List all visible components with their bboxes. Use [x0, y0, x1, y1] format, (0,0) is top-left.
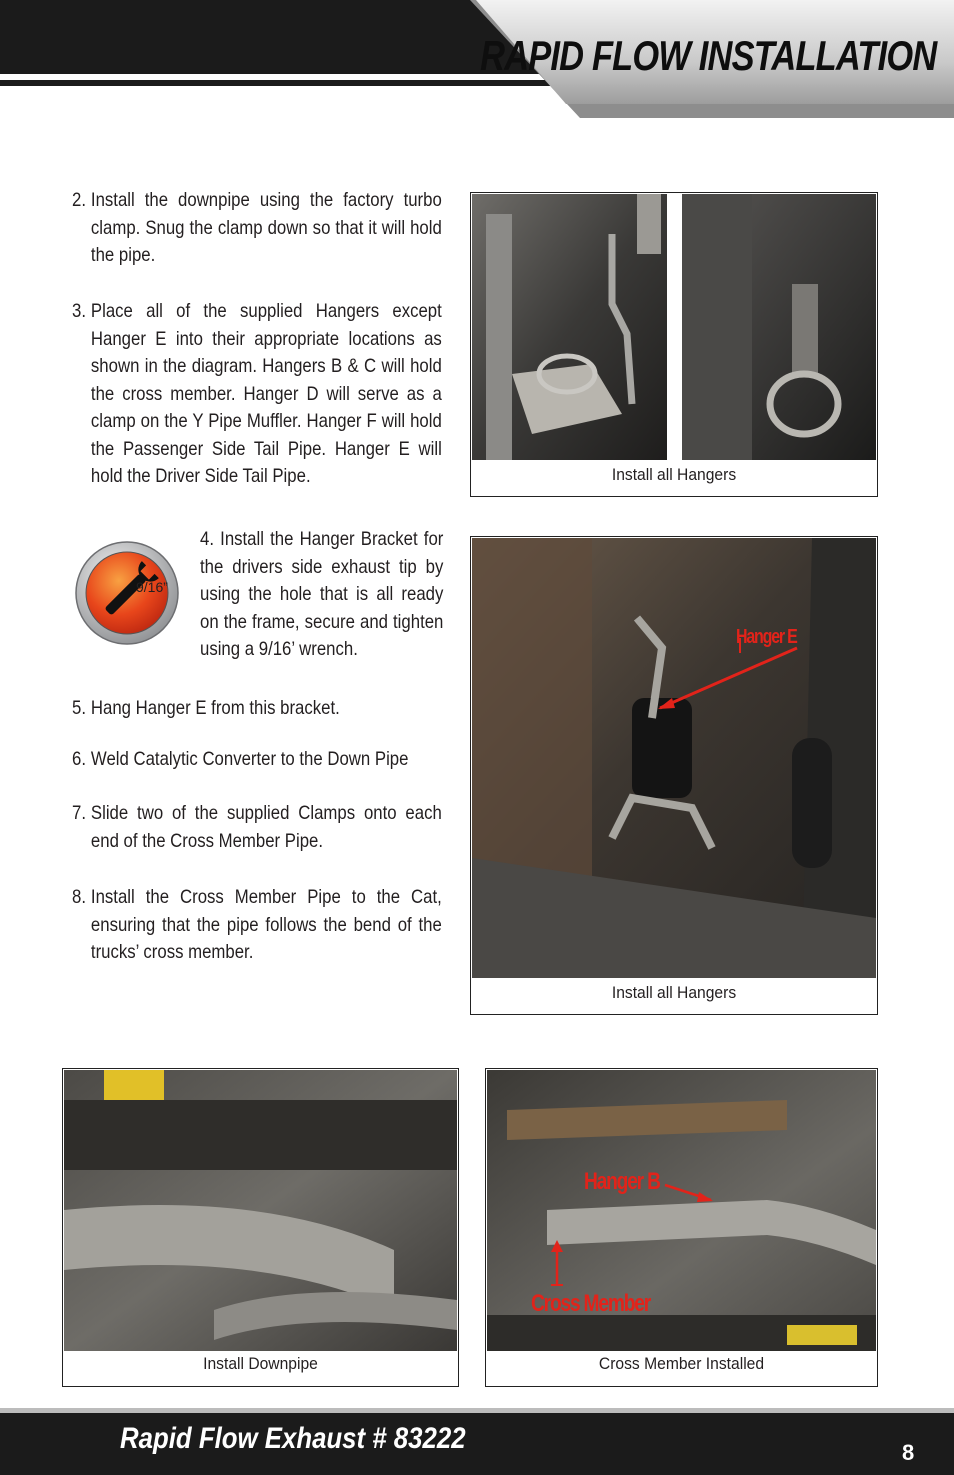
- step-number: 6.: [72, 748, 86, 770]
- figure-caption: Install all Hangers: [611, 465, 737, 484]
- step-number: 7.: [72, 802, 86, 824]
- photo-hanger-e: [472, 538, 876, 978]
- step-4: [200, 526, 443, 664]
- step-2: [72, 187, 442, 270]
- step-number: 2.: [72, 189, 86, 211]
- figure-caption: Install all Hangers: [611, 983, 737, 1002]
- page-number: 8: [902, 1440, 915, 1465]
- step-number: 8.: [72, 886, 86, 908]
- callout-hanger-e: Hanger E: [736, 626, 797, 648]
- step-3: [72, 298, 442, 491]
- footer-title: Rapid Flow Exhaust # 83222: [120, 1422, 466, 1455]
- step-6: [72, 746, 442, 774]
- step-text: Hang Hanger E from this bracket.: [90, 697, 340, 719]
- page-title: RAPID FLOW INSTALLATION: [479, 32, 936, 79]
- wrench-badge: [74, 540, 180, 646]
- step-number: 4.: [200, 528, 214, 550]
- callout-cross-member: Cross Member: [531, 1290, 650, 1317]
- callout-hanger-b: Hanger B: [584, 1168, 660, 1195]
- step-number: 5.: [72, 697, 86, 719]
- step-number: 3.: [72, 300, 86, 322]
- step-text: Place all of the supplied Hangers except Hanger E into their appropriate locations as shown in the diagram. Hangers B & C will hold the cross member. Hanger D will serve as a clamp on the Y Pipe Muffler. Hanger F will hold the Passenger Side Tail Pipe. Hanger E will hold the Driver Side Tail Pipe.: [90, 300, 442, 487]
- step-text: Install the Hanger Bracket for the drivers side exhaust tip by using the hole that is all ready on the frame, secure and tighten using a 9/16’ wrench.: [200, 528, 444, 660]
- figure-caption: Cross Member Installed: [598, 1354, 765, 1373]
- photo-hanger-right: [682, 194, 876, 460]
- photo-downpipe: [64, 1070, 457, 1351]
- step-text: Weld Catalytic Converter to the Down Pipe: [90, 748, 409, 770]
- step-text: Install the Cross Member Pipe to the Cat, ensuring that the pipe follows the bend of the trucks’ cross member.: [90, 886, 442, 963]
- step-5: [72, 695, 442, 723]
- step-text: Slide two of the supplied Clamps onto each end of the Cross Member Pipe.: [90, 802, 442, 852]
- photo-hanger-left: [472, 194, 667, 460]
- step-8: [72, 884, 442, 967]
- figure-caption: Install Downpipe: [203, 1354, 318, 1373]
- step-text: Install the downpipe using the factory turbo clamp. Snug the clamp down so that it will hold the pipe.: [90, 189, 442, 266]
- step-7: [72, 800, 442, 855]
- wrench-size-label: 9/16”: [136, 579, 168, 595]
